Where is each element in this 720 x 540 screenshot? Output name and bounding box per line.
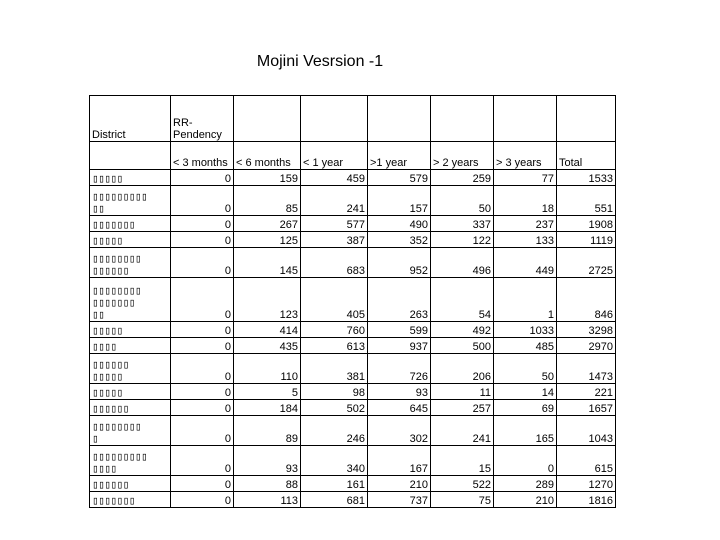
value-cell: 502 (301, 400, 368, 416)
value-cell: 0 (171, 354, 234, 384)
col-header-lt6m: < 6 months (234, 142, 301, 170)
value-cell: 645 (368, 400, 431, 416)
value-cell: 599 (368, 322, 431, 338)
value-cell: 184 (234, 400, 301, 416)
value-cell: 1033 (494, 322, 557, 338)
value-cell: 1816 (557, 492, 616, 508)
value-cell: 85 (234, 186, 301, 216)
value-cell: 737 (368, 492, 431, 508)
value-cell: 113 (234, 492, 301, 508)
value-cell: 289 (494, 476, 557, 492)
district-cell: ▯▯▯▯▯▯▯▯▯ ▯▯▯▯ (90, 446, 171, 476)
value-cell: 267 (234, 216, 301, 232)
value-cell: 246 (301, 416, 368, 446)
district-cell: ▯▯▯▯▯▯ ▯▯▯▯▯ (90, 354, 171, 384)
district-cell: ▯▯▯▯▯▯ (90, 476, 171, 492)
value-cell: 3298 (557, 322, 616, 338)
value-cell: 2725 (557, 248, 616, 278)
value-cell: 1 (494, 278, 557, 322)
district-cell: ▯▯▯▯▯▯▯▯▯ ▯▯ (90, 186, 171, 216)
value-cell: 485 (494, 338, 557, 354)
value-cell: 165 (494, 416, 557, 446)
value-cell: 77 (494, 170, 557, 186)
value-cell: 93 (368, 384, 431, 400)
col-header-gt2y: > 2 years (431, 142, 494, 170)
value-cell: 937 (368, 338, 431, 354)
value-cell: 145 (234, 248, 301, 278)
header-row-1 (90, 96, 616, 142)
value-cell: 0 (171, 476, 234, 492)
table-row (90, 446, 616, 476)
value-cell: 206 (431, 354, 494, 384)
value-cell: 210 (368, 476, 431, 492)
value-cell: 490 (368, 216, 431, 232)
value-cell: 459 (301, 170, 368, 186)
value-cell: 50 (494, 354, 557, 384)
district-cell: ▯▯▯▯▯ (90, 170, 171, 186)
value-cell: 0 (494, 446, 557, 476)
table-row (90, 248, 616, 278)
col-header-gt3y: > 3 years (494, 142, 557, 170)
table-row (90, 476, 616, 492)
value-cell: 0 (171, 384, 234, 400)
value-cell: 0 (171, 278, 234, 322)
value-cell: 449 (494, 248, 557, 278)
value-cell: 237 (494, 216, 557, 232)
value-cell: 0 (171, 232, 234, 248)
value-cell: 0 (171, 322, 234, 338)
value-cell: 496 (431, 248, 494, 278)
value-cell: 0 (171, 416, 234, 446)
district-cell: ▯▯▯▯▯ (90, 322, 171, 338)
district-cell: ▯▯▯▯▯▯▯▯ ▯ (90, 416, 171, 446)
value-cell: 0 (171, 492, 234, 508)
district-cell: ▯▯▯▯▯ (90, 384, 171, 400)
table-row (90, 384, 616, 400)
value-cell: 435 (234, 338, 301, 354)
value-cell: 167 (368, 446, 431, 476)
value-cell: 88 (234, 476, 301, 492)
value-cell: 210 (494, 492, 557, 508)
value-cell: 263 (368, 278, 431, 322)
value-cell: 259 (431, 170, 494, 186)
value-cell: 69 (494, 400, 557, 416)
value-cell: 1657 (557, 400, 616, 416)
value-cell: 340 (301, 446, 368, 476)
page-title: Mojini Vesrsion -1 (256, 53, 384, 70)
col-header-lt3m: < 3 months (171, 142, 234, 170)
table-row (90, 322, 616, 338)
table-row (90, 216, 616, 232)
value-cell: 522 (431, 476, 494, 492)
value-cell: 1533 (557, 170, 616, 186)
table-row (90, 492, 616, 508)
value-cell: 15 (431, 446, 494, 476)
col-header-lt1y: < 1 year (301, 142, 368, 170)
table-row (90, 338, 616, 354)
value-cell: 50 (431, 186, 494, 216)
value-cell: 241 (431, 416, 494, 446)
value-cell: 93 (234, 446, 301, 476)
table-row (90, 400, 616, 416)
value-cell: 122 (431, 232, 494, 248)
value-cell: 221 (557, 384, 616, 400)
value-cell: 615 (557, 446, 616, 476)
value-cell: 726 (368, 354, 431, 384)
value-cell: 11 (431, 384, 494, 400)
value-cell: 577 (301, 216, 368, 232)
table-row (90, 278, 616, 322)
value-cell: 0 (171, 248, 234, 278)
pendency-table (89, 95, 616, 508)
value-cell: 579 (368, 170, 431, 186)
col-header-total: Total (557, 142, 616, 170)
value-cell: 241 (301, 186, 368, 216)
value-cell: 1043 (557, 416, 616, 446)
table-row (90, 186, 616, 216)
col-header-gt1y: >1 year (368, 142, 431, 170)
value-cell: 551 (557, 186, 616, 216)
district-cell: ▯▯▯▯ (90, 338, 171, 354)
value-cell: 75 (431, 492, 494, 508)
header-row-2 (90, 142, 616, 170)
value-cell: 760 (301, 322, 368, 338)
value-cell: 683 (301, 248, 368, 278)
value-cell: 846 (557, 278, 616, 322)
district-cell: ▯▯▯▯▯▯ (90, 400, 171, 416)
value-cell: 681 (301, 492, 368, 508)
value-cell: 405 (301, 278, 368, 322)
value-cell: 0 (171, 170, 234, 186)
value-cell: 157 (368, 186, 431, 216)
value-cell: 133 (494, 232, 557, 248)
value-cell: 161 (301, 476, 368, 492)
district-cell: ▯▯▯▯▯▯▯▯ ▯▯▯▯▯▯ (90, 248, 171, 278)
district-cell: ▯▯▯▯▯ (90, 232, 171, 248)
value-cell: 54 (431, 278, 494, 322)
value-cell: 492 (431, 322, 494, 338)
value-cell: 1119 (557, 232, 616, 248)
value-cell: 5 (234, 384, 301, 400)
value-cell: 89 (234, 416, 301, 446)
district-cell: ▯▯▯▯▯▯▯ (90, 216, 171, 232)
value-cell: 98 (301, 384, 368, 400)
value-cell: 159 (234, 170, 301, 186)
table-row (90, 170, 616, 186)
table-row (90, 416, 616, 446)
table-row (90, 232, 616, 248)
district-cell: ▯▯▯▯▯▯▯▯ ▯▯▯▯▯▯▯ ▯▯ (90, 278, 171, 322)
value-cell: 110 (234, 354, 301, 384)
value-cell: 1473 (557, 354, 616, 384)
value-cell: 387 (301, 232, 368, 248)
district-cell: ▯▯▯▯▯▯▯ (90, 492, 171, 508)
value-cell: 1270 (557, 476, 616, 492)
value-cell: 123 (234, 278, 301, 322)
value-cell: 0 (171, 446, 234, 476)
value-cell: 0 (171, 338, 234, 354)
value-cell: 0 (171, 400, 234, 416)
value-cell: 337 (431, 216, 494, 232)
table-row (90, 354, 616, 384)
district-header: District (90, 96, 171, 142)
value-cell: 2970 (557, 338, 616, 354)
value-cell: 1908 (557, 216, 616, 232)
value-cell: 613 (301, 338, 368, 354)
value-cell: 0 (171, 186, 234, 216)
value-cell: 0 (171, 216, 234, 232)
value-cell: 302 (368, 416, 431, 446)
rr-pendency-header: RR- Pendency (171, 96, 234, 142)
value-cell: 500 (431, 338, 494, 354)
value-cell: 952 (368, 248, 431, 278)
value-cell: 14 (494, 384, 557, 400)
value-cell: 414 (234, 322, 301, 338)
value-cell: 352 (368, 232, 431, 248)
value-cell: 257 (431, 400, 494, 416)
value-cell: 125 (234, 232, 301, 248)
value-cell: 18 (494, 186, 557, 216)
value-cell: 381 (301, 354, 368, 384)
